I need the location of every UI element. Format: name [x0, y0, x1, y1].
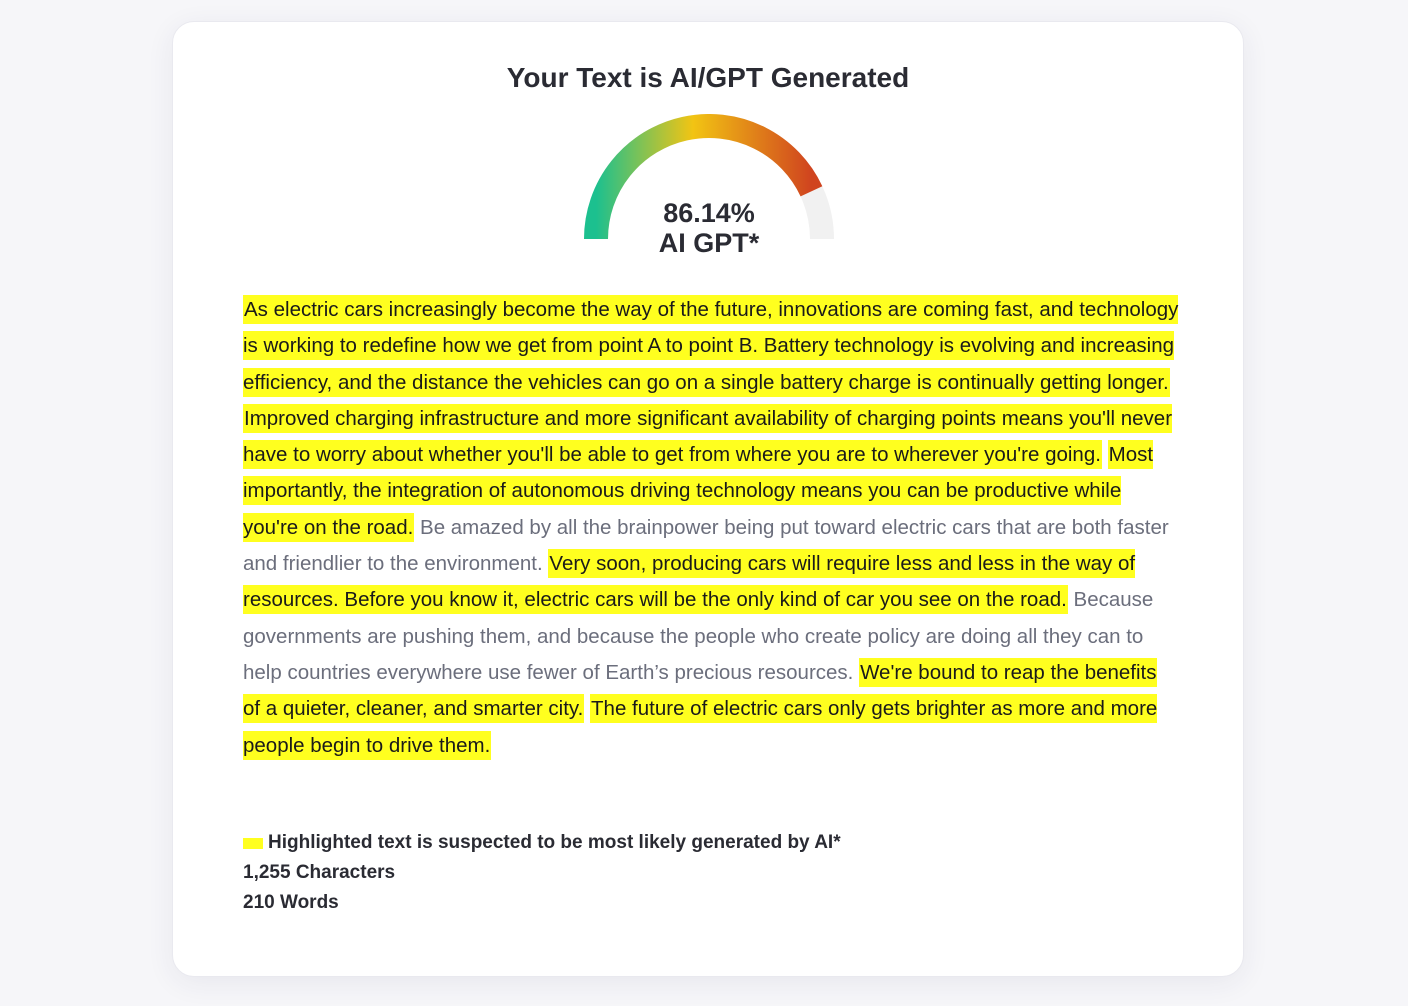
plain-sentence: Be amazed by all the brainpower being put toward electric cars that are both faster and friendlier to the environment.: [243, 515, 1169, 576]
analyzed-passage: [243, 292, 1179, 764]
highlighted-sentence: We're bound to reap the benefits of a quieter, cleaner, and smarter city.: [243, 658, 1157, 723]
highlighted-sentence: Very soon, producing cars will require less and less in the way of resources. Before you know it, electric cars will be the only kind of car you see on the road.: [243, 549, 1135, 614]
highlight-swatch: [243, 838, 263, 849]
legend-highlight-row: [243, 828, 841, 858]
word-count: 210 Words: [243, 892, 339, 913]
gauge-percent: 86.14%: [663, 198, 755, 228]
result-card: [172, 21, 1244, 977]
character-count: 1,255 Characters: [243, 862, 396, 883]
highlighted-sentence: The future of electric cars only gets brighter as more and more people begin to drive them.: [243, 694, 1157, 759]
gauge-label: AI GPT*: [658, 228, 760, 258]
highlighted-sentence: Most importantly, the integration of autonomous driving technology means you can be productive while you're on the road.: [243, 440, 1153, 542]
ai-score-gauge: [579, 114, 839, 258]
legend-note: Highlighted text is suspected to be most likely generated by AI*: [268, 832, 841, 853]
highlighted-sentence: Improved charging infrastructure and more significant availability of charging points means you'll never have to worry about whether you'll be able to get from where you are to wherever you're going.: [243, 404, 1172, 469]
page-title: Your Text is AI/GPT Generated: [506, 62, 910, 93]
legend: [243, 828, 841, 918]
plain-sentence: Because governments are pushing them, and because the people who create policy are doing all they can to help countries everywhere use fewer of Earth’s precious resources.: [243, 588, 1154, 684]
highlighted-sentence: As electric cars increasingly become the way of the future, innovations are coming fast, and technology is working to redefine how we get from point A to point B. Battery technology is evolving and increasing efficiency, and the distance the vehicles can go on a single battery charge is continually getting longer.: [243, 295, 1178, 397]
